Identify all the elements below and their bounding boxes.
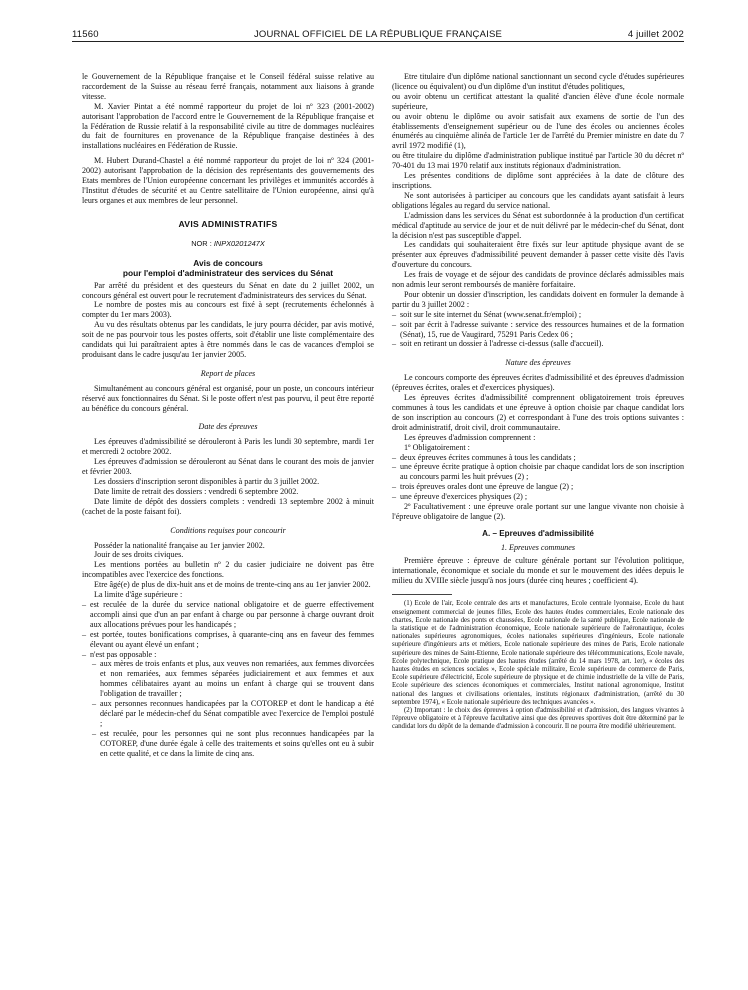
paragraph: Date limite de retrait des dossiers : vendredi 6 septembre 2002. [94,486,299,496]
paragraph: ou avoir obtenu le diplôme ou avoir satisfait aux examens de sortie de l'un des établissements d'enseignement supérieur ou de l'une des écoles ou anciennes écoles énumérés au cinquième alinéa de l'article 1er de l'arrêté du Premier ministre en date du 7 avril 1972 modifié (1), [392,111,684,151]
paragraph: le Gouvernement de la République française et le Conseil fédéral suisse relative au raccordement de la Suisse au réseau ferré français, notamment aux liaisons à grande vitesse. [82,72,374,101]
right-column [392,72,684,732]
paragraph: Les épreuves d'admission se dérouleront au Sénat dans le courant des mois de janvier et février 2003. [82,457,374,477]
journal-title: JOURNAL OFFICIEL DE LA RÉPUBLIQUE FRANÇAISE [253,29,503,40]
paragraph: Posséder la nationalité française au 1er janvier 2002. [94,540,265,550]
paragraph: 2º Facultativement : une épreuve orale portant sur une langue vivante non choisie à l'épreuve obligatoire de langue (2). [392,502,684,521]
list-item: – est portée, toutes bonifications comprises, à quarante-cinq ans en faveur des femmes élevant ou ayant élevé un enfant ; [82,630,374,650]
list-subitem: – aux personnes reconnues handicapées par la COTOREP et dont le handicap a été déclaré par le médecin-chef du Sénat compatible avec l'exercice de l'emploi postulé ; [82,699,374,729]
list-item: – soit sur le site internet du Sénat (www.senat.fr/emploi) ; [392,310,684,320]
paragraph: 1º Obligatoirement : [404,442,470,452]
nor-reference [82,239,374,249]
page-number: 11560 [72,29,99,40]
paragraph: M. Hubert Durand-Chastel a été nommé rapporteur du projet de loi nº 324 (2001-2002) autorisant l'approbation de la décision des représentants des gouvernements des Etats membres de l'Union européenne concernant les privilèges et immunités accordés à l'Institut d'études de sécurité et au Centre satellitaire de l'Union européenne, ainsi qu'à leurs organes et aux membres de leur personnel. [82,156,374,205]
paragraph: Etre titulaire d'un diplôme national sanctionnant un second cycle d'études supérieures (licence ou équivalent) ou d'un diplôme d'un institut d'études politiques, [392,72,684,91]
list-item: – trois épreuves orales dont une épreuve de langue (2) ; [392,482,684,492]
paragraph: Les dossiers d'inscription seront disponibles à partir du 3 juillet 2002. [94,477,320,486]
footnote-rule [392,594,452,595]
paragraph: Au vu des résultats obtenus par les candidats, le jury pourra décider, par avis motivé, soit de ne pas pourvoir tous les postes offerts, soit d'établir une liste complémentaire des candidats qui lui paraîtraient aptes à être nommés dans le cas de vacances d'emploi se produisant dans le cadre jusqu'au 1er janvier 2005. [82,320,374,359]
subheading-communes: 1. Epreuves communes [500,542,576,552]
paragraph: Par arrêté du président et des questeurs du Sénat en date du 2 juillet 2002, un concours général est ouvert pour le recrutement d'administrateurs des services du Sénat. [82,280,374,300]
nor-label: NOR : [191,238,214,248]
paragraph: Etre âgé(e) de plus de dix-huit ans et de moins de trente-cinq ans au 1er janvier 2002. [94,580,371,590]
subheading-report: Report de places [200,368,256,378]
footnote: (1) Ecole de l'air, Ecole centrale des arts et manufactures, Ecole centrale lyonnaise, Ecole du haut enseignement commercial de jeunes filles, Ecole des hautes études commerciales, Ecole nationale des chartes, Ecole nationale des ponts et chaussées, Ecole nationale de la santé publique, Ecole nationale de la statistique et de l'administration économique, Ecole nationale supérieure de l'aéronautique, écoles nationales supérieures agronomiques, écoles nationales supérieures d'ingénieurs, Ecole nationale supérieure d'ingénieurs arts et métiers, Ecole nationale supérieure des mines de Paris, Ecole nationale supérieure des mines de Saint-Etienne, Ecole nationale supérieure des télécommunications, Ecole navale, Ecole polytechnique, Ecole pratique des hautes études (arrêté du 14 mars 1978, art. 1er), « écoles des hautes études en sciences sociales », Ecole spéciale militaire, Ecole supérieure de commerce de Paris, Ecole supérieure d'électricité, Ecole supérieure de physique et de chimie industrielle de la ville de Paris, Ecole supérieure des sciences économiques et commerciales, Institut national agronomique, Institut national des langues et civilisations orientales, instituts régionaux d'administration, (arrêté du 30 septembre 1974), « Ecole nationale supérieure des techniques avancées ». [392,600,684,706]
paragraph: M. Xavier Pintat a été nommé rapporteur du projet de loi nº 323 (2001-2002) autorisant l'approbation de l'accord entre le Gouvernement de la République française et la Fédération de Russie relatif à la responsabilité civile au titre de dommages nucléaires du fait de fournitures en provenance de la République française destinées à des installations nucléaires en Fédération de Russie. [82,101,374,151]
list-item: – soit par écrit à l'adresse suivante : service des ressources humaines et de la formation (Sénat), 15, rue de Vaugirard, 75291 Paris Cedex 06 ; [392,320,684,340]
section-heading: AVIS ADMINISTRATIFS [178,218,278,229]
notice-title-line-2: pour l'emploi d'administrateur des services du Sénat [122,267,334,278]
left-column [82,72,374,758]
paragraph: Ne sont autorisées à participer au concours que les candidats ayant satisfait à leurs obligations légales au regard du service national. [392,190,684,210]
paragraph: Le concours comporte des épreuves écrites d'admissibilité et des épreuves d'admission (épreuves écrites, orales et d'exercices physiques). [392,373,684,393]
list-item: – n'est pas opposable : [82,650,374,660]
paragraph: L'admission dans les services du Sénat est subordonnée à la production d'un certificat médical d'aptitude au service de jour et de nuit délivré par le médecin-chef du Sénat, dont la décision n'est pas susceptible d'appel. [392,210,684,240]
list-item: – deux épreuves écrites communes à tous les candidats ; [392,453,684,463]
paragraph: Jouir de ses droits civiques. [94,550,184,560]
paragraph: ou avoir obtenu un certificat attestant la qualité d'ancien élève d'une école normale supérieure, [392,91,684,111]
list-item: – une épreuve d'exercices physiques (2) ; [392,492,684,502]
paragraph: Les épreuves d'admissibilité se dérouleront à Paris les lundi 30 septembre, mardi 1er et mercredi 2 octobre 2002. [82,437,374,457]
paragraph: La limite d'âge supérieure : [94,590,183,600]
page-header [72,26,684,42]
paragraph: Les présentes conditions de diplôme sont appréciées à la date de clôture des inscriptions. [392,171,684,190]
paragraph: Les frais de voyage et de séjour des candidats de province déclarés admissibles mais non admis leur seront remboursés de manière forfaitaire. [392,270,684,290]
subheading-conditions: Conditions requises pour concourir [170,525,286,535]
subheading-nature: Nature des épreuves [505,358,571,368]
notice-title [82,258,374,278]
paragraph: Les épreuves d'admission comprennent : [404,432,536,442]
paragraph: Les épreuves écrites d'admissibilité comprennent obligatoirement trois épreuves communes à tous les candidats et une épreuve à option choisie par chaque candidat lors de son inscription au concours (2) et correspondant à l'une des trois options suivantes : droit administratif, droit civil, droit communautaire. [392,393,684,432]
header-rule [72,41,684,42]
issue-date: 4 juillet 2002 [627,29,684,40]
paragraph: Simultanément au concours général est organisé, pour un poste, un concours intérieur réservé aux fonctionnaires du Sénat. Si le poste offert n'est pas pourvu, il peut être reporté au bénéfice du concours général. [82,383,374,413]
paragraph: Les candidats qui souhaiteraient être fixés sur leur aptitude physique avant de se présenter aux épreuves d'admissibilité peuvent demander à passer cette visite dès l'avis d'ouverture du concours. [392,240,684,270]
paragraph: Le nombre de postes mis au concours est fixé à sept (recrutements échelonnés à compter du 1er mars 2003). [82,300,374,320]
subheading-dates: Date des épreuves [198,422,258,432]
list-subitem: – est reculée, pour les personnes qui ne sont plus reconnues handicapées par la COTOREP, d'une durée égale à celle des traitements et soins qu'elles ont eu à subir en cette qualité, et ce dans la limite de cinq ans. [82,729,374,759]
paragraph: ou être titulaire du diplôme d'administration publique institué par l'article 30 du décret nº 70-401 du 13 mai 1970 relatif aux instituts régionaux d'administration. [392,151,684,171]
paragraph: Date limite de dépôt des dossiers complets : vendredi 13 septembre 2002 à minuit (cachet de la poste faisant foi). [82,496,374,516]
footnote: (2) Important : le choix des épreuves à option d'admissibilité et d'admission, des langues vivantes à l'épreuve obligatoire et à l'épreuve facultative ainsi que des épreuves sportives doit être déterminé par le candidat lors du dépôt de la demande d'admission à concourir. Il ne pourra être modifié ultérieurement. [392,707,684,731]
paragraph: Première épreuve : épreuve de culture générale portant sur l'évolution politique, internationale, économique et sociale du monde et sur le mouvement des idées depuis le milieu du XVIIIe siècle jusqu'à nos jours (durée cinq heures ; coefficient 4). [392,555,684,585]
list-item: – une épreuve écrite pratique à option choisie par chaque candidat lors de son inscription au concours parmi les huit prévues (2) ; [392,462,684,482]
subheading-admissibilite: A. – Epreuves d'admissibilité [482,528,594,538]
list-item: – est reculée de la durée du service national obligatoire et de guerre effectivement accompli ainsi que d'un an par enfant à charge ou par personne à charge ouvrant droit aux allocations prévues pour les handicapés ; [82,600,374,630]
paragraph: Les mentions portées au bulletin nº 2 du casier judiciaire ne doivent pas être incompatibles avec l'exercice des fonctions. [82,560,374,580]
paragraph: Pour obtenir un dossier d'inscription, les candidats doivent en formuler la demande à partir du 3 juillet 2002 : [392,289,684,309]
notice-title-line-1: Avis de concours [193,257,263,268]
list-item: – soit en retirant un dossier à l'adresse ci-dessus (salle d'accueil). [392,339,684,349]
nor-code: INPX0201247X [213,238,265,248]
list-subitem: – aux mères de trois enfants et plus, aux veuves non remariées, aux femmes divorcées et non remariées, aux femmes séparées judiciairement et aux femmes et aux hommes célibataires ayant au moins un enfant à charge qui se trouvent dans l'obligation de travailler ; [82,659,374,699]
